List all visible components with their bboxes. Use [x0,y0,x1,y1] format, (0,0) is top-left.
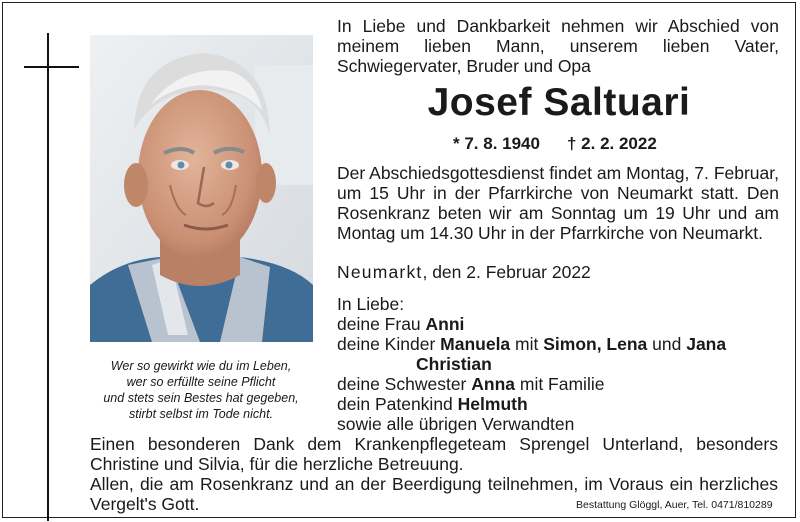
mourner-connector: und [647,334,687,354]
place: Neumarkt [337,262,423,282]
mourner-connector: mit [510,334,544,354]
cross-icon [47,33,49,521]
mourners-list [337,294,779,434]
memorial-poem [70,358,332,422]
poem-line: stirbt selbst im Tode nicht. [128,407,274,421]
undertaker-info: Bestattung Glöggl, Auer, Tel. 0471/810289 [576,499,773,511]
portrait-photo [90,35,313,342]
intro-text: In Liebe und Dankbarkeit nehmen wir Abschied von meinem lieben Mann, unserem lieben Vater, Schwiegervater, Bruder und Opa [337,16,779,76]
mourner-suffix: mit Familie [515,374,605,394]
cross-icon-bar [24,66,79,68]
deceased-name: Josef Saltuari [427,81,691,124]
mourner-line-godchild [337,394,779,414]
poem-line: wer so erfüllte seine Pflicht [126,375,276,389]
mourner-line-sister [337,374,779,394]
mourner-name: Manuela [440,334,511,354]
poem-line: Wer so gewirkt wie du im Leben, [110,359,292,373]
mourner-name: Jana [686,334,727,354]
mourners-heading: In Liebe: [337,294,405,314]
mourner-name: Simon, Lena [543,334,648,354]
mourner-line-wife [337,314,779,334]
thanks-paragraph: Allen, die am Rosenkranz und an der Beerdigung teilnehmen, im Voraus ein herzliches Vergelt's Gott. [90,474,778,514]
poem-line: und stets sein Bestes hat gegeben, [103,391,299,405]
mourner-line-children [337,334,779,354]
mourner-prefix: deine Frau [337,314,426,334]
service-info: Der Abschiedsgottesdienst findet am Montag, 7. Februar, um 15 Uhr in der Pfarrkirche von Neumarkt statt. Den Rosenkranz beten wir am Sonntag um 19 Uhr und am Montag um 14.30 Uhr in der Pfarrkirche von Neumarkt. [337,163,779,243]
mourner-prefix: dein Patenkind [337,394,458,414]
mourner-name: Anni [425,314,465,334]
place-date [337,262,591,282]
birth-date: * 7. 8. 1940 [453,134,540,153]
mourner-prefix: deine Kinder [337,334,441,354]
thanks-paragraph: Einen besonderen Dank dem Krankenpflegeteam Sprengel Unterland, besonders Christine und Silvia, für die herzliche Betreuung. [90,434,778,474]
mourner-name: Anna [471,374,515,394]
date: , den 2. Februar 2022 [422,262,591,282]
death-date: † 2. 2. 2022 [567,134,657,153]
mourner-prefix: deine Schwester [337,374,472,394]
mourner-line-children-2 [337,354,779,374]
mourner-name: Helmuth [457,394,528,414]
mourner-name: Christian [416,354,492,374]
mourner-line-others: sowie alle übrigen Verwandten [337,414,575,434]
